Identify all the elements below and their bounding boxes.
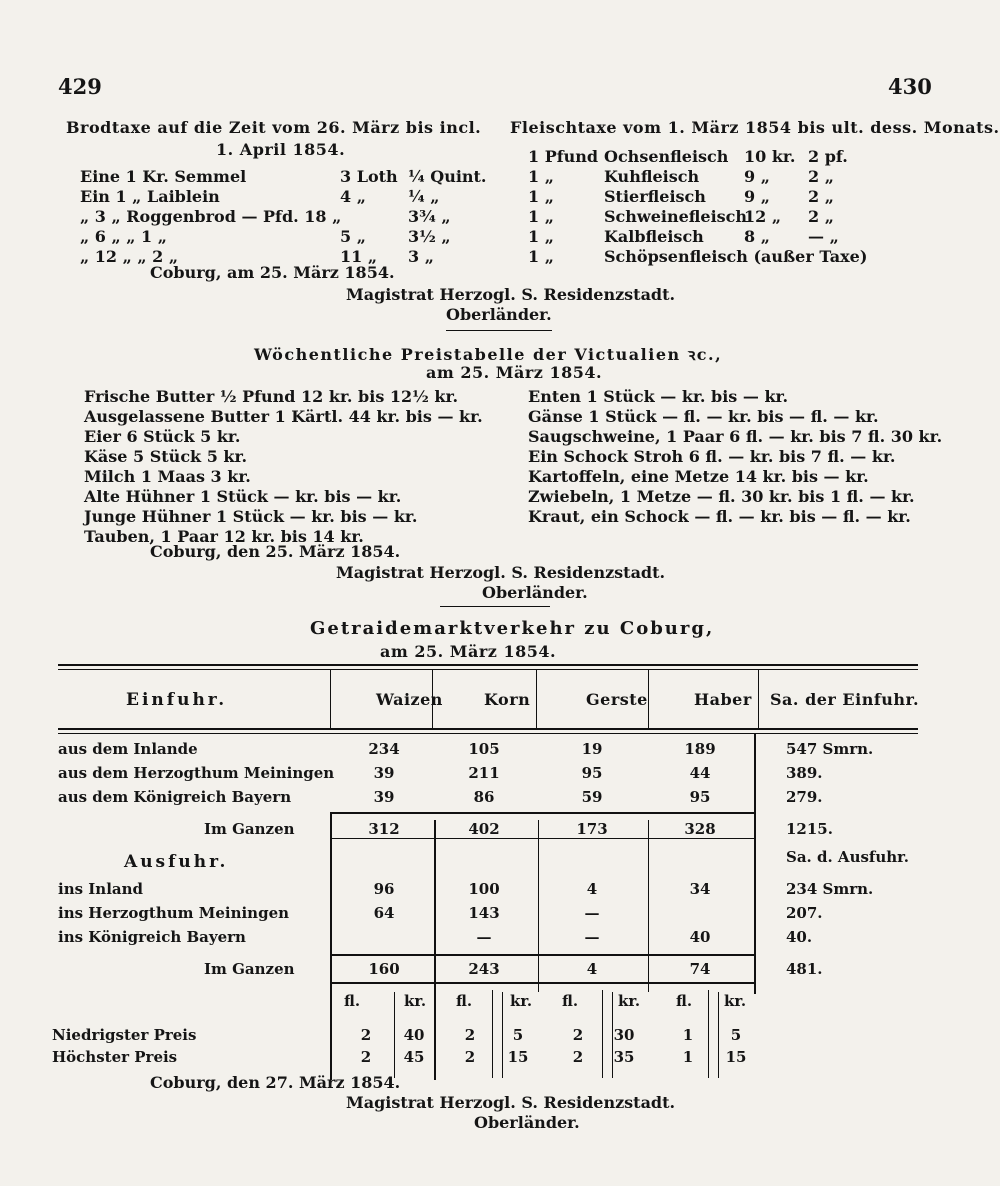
brodtaxe-title-date: 1. April 1854. xyxy=(216,140,346,159)
preistabelle-subtitle: am 25. März 1854. xyxy=(426,363,603,382)
ausfuhr-total-sum: 481. xyxy=(786,960,823,978)
column-divider xyxy=(648,670,649,728)
victual-price-item: Kartoffeln, eine Metze 14 kr. bis — kr. xyxy=(528,467,869,486)
fleisch-kreuzer: 10 kr. xyxy=(744,147,796,166)
victual-price-item: Eier 6 Stück 5 kr. xyxy=(84,427,241,446)
brodtaxe-weight: 3 Loth xyxy=(340,167,398,186)
brodtaxe-fraction: ¼ Quint. xyxy=(408,167,487,186)
subtotal-rule xyxy=(330,954,756,956)
einfuhr-row-value: 211 xyxy=(468,764,500,782)
column-divider xyxy=(538,820,539,992)
ausfuhr-row-value: 96 xyxy=(373,880,395,898)
einfuhr-total-value: 402 xyxy=(468,820,500,838)
price-unit-header: fl. xyxy=(456,992,473,1010)
ausfuhr-row-value: — xyxy=(476,928,492,946)
preistabelle-signer: Oberländer. xyxy=(482,583,588,602)
column-divider xyxy=(718,992,719,1078)
ausfuhr-row-value: 143 xyxy=(468,904,500,922)
price-unit-header: kr. xyxy=(404,992,427,1010)
fleisch-quantity: 1 „ xyxy=(528,167,554,186)
table-top-rule xyxy=(58,664,918,666)
fleischtaxe-title: Fleischtaxe vom 1. März 1854 bis ult. dess. Monats. xyxy=(510,118,1000,137)
price-unit-header: fl. xyxy=(562,992,579,1010)
fleisch-name: Schweinefleisch xyxy=(604,207,748,226)
brodtaxe-authority: Magistrat Herzogl. S. Residenzstadt. xyxy=(346,285,676,304)
price-unit-header: kr. xyxy=(618,992,641,1010)
page-number-right: 430 xyxy=(888,74,932,99)
fleisch-quantity: 1 „ xyxy=(528,227,554,246)
ausfuhr-total-value: 243 xyxy=(468,960,500,978)
fleisch-name: Stierfleisch xyxy=(604,187,706,206)
einfuhr-row-sum: 547 Smrn. xyxy=(786,740,874,758)
price-row-label: Niedrigster Preis xyxy=(52,1026,197,1044)
fleisch-name: Ochsenfleisch xyxy=(604,147,729,166)
price-value: 1 xyxy=(682,1048,694,1066)
ausfuhr-row-label: ins Herzogthum Meiningen xyxy=(58,904,290,922)
einfuhr-row-value: 86 xyxy=(473,788,495,806)
fleisch-name: Kuhfleisch xyxy=(604,167,700,186)
ausfuhr-row-value: 4 xyxy=(586,880,598,898)
price-row-label: Höchster Preis xyxy=(52,1048,178,1066)
victual-price-item: Milch 1 Maas 3 kr. xyxy=(84,467,251,486)
victual-price-item: Zwiebeln, 1 Metze — fl. 30 kr. bis 1 fl. — kr. xyxy=(528,487,915,506)
ausfuhr-row-value: 34 xyxy=(689,880,711,898)
getraide-title: Getraidemarktverkehr zu Coburg, xyxy=(310,618,715,639)
divider xyxy=(446,330,552,331)
einfuhr-total-label: Im Ganzen xyxy=(204,820,295,838)
subtotal-rule xyxy=(330,838,756,839)
column-divider xyxy=(602,990,603,1078)
column-header: Korn xyxy=(484,690,531,709)
price-unit-header: kr. xyxy=(510,992,533,1010)
victual-price-item: Frische Butter ½ Pfund 12 kr. bis 12½ kr. xyxy=(84,387,459,406)
victual-price-item: Saugschweine, 1 Paar 6 fl. — kr. bis 7 fl. 30 kr. xyxy=(528,427,943,446)
fleisch-pfennig: 2 „ xyxy=(808,207,834,226)
getraide-signer: Oberländer. xyxy=(474,1113,580,1132)
fleisch-kreuzer: 8 „ xyxy=(744,227,770,246)
price-value: 2 xyxy=(464,1048,476,1066)
table-top-rule xyxy=(58,669,918,670)
fleisch-name: Kalbfleisch xyxy=(604,227,704,246)
column-divider xyxy=(708,990,709,1078)
victual-price-item: Gänse 1 Stück — fl. — kr. bis — fl. — kr. xyxy=(528,407,879,426)
fleisch-pfennig: — „ xyxy=(808,227,839,246)
ausfuhr-row-sum: 40. xyxy=(786,928,813,946)
column-divider xyxy=(330,812,332,1080)
fleisch-pfennig: 2 „ xyxy=(808,167,834,186)
brodtaxe-place-date: Coburg, am 25. März 1854. xyxy=(150,263,395,282)
fleisch-quantity: 1 Pfund xyxy=(528,147,599,166)
einfuhr-total-value: 328 xyxy=(684,820,716,838)
price-value: 30 xyxy=(613,1026,635,1044)
column-header: Waizen xyxy=(376,690,443,709)
ausfuhr-total-value: 74 xyxy=(689,960,711,978)
einfuhr-row-sum: 279. xyxy=(786,788,823,806)
fleisch-pfennig: 2 pf. xyxy=(808,147,848,166)
fleisch-quantity: 1 „ xyxy=(528,207,554,226)
victual-price-item: Junge Hühner 1 Stück — kr. bis — kr. xyxy=(84,507,418,526)
price-value: 35 xyxy=(613,1048,635,1066)
ausfuhr-sum-header: Sa. d. Ausfuhr. xyxy=(786,848,909,866)
column-divider xyxy=(434,820,436,1080)
einfuhr-row-value: 39 xyxy=(373,788,395,806)
ausfuhr-row-label: ins Königreich Bayern xyxy=(58,928,246,946)
table-header-rule xyxy=(58,733,918,734)
getraide-authority: Magistrat Herzogl. S. Residenzstadt. xyxy=(346,1093,676,1112)
einfuhr-row-value: 19 xyxy=(581,740,603,758)
brodtaxe-item: „ 6 „ „ 1 „ xyxy=(80,227,167,246)
column-divider xyxy=(394,992,395,1078)
fleisch-name: Schöpsenfleisch (außer Taxe) xyxy=(604,247,868,266)
einfuhr-row-label: aus dem Herzogthum Meiningen xyxy=(58,764,335,782)
price-unit-header: kr. xyxy=(724,992,747,1010)
preistabelle-place-date: Coburg, den 25. März 1854. xyxy=(150,542,401,561)
fleisch-pfennig: 2 „ xyxy=(808,187,834,206)
column-divider xyxy=(758,670,759,728)
column-header: Gerste xyxy=(586,690,648,709)
divider xyxy=(440,606,550,607)
einfuhr-total-value: 312 xyxy=(368,820,400,838)
ausfuhr-label: Ausfuhr. xyxy=(124,852,229,872)
fleisch-kreuzer: 12 „ xyxy=(744,207,782,226)
table-header-rule xyxy=(58,728,918,730)
brodtaxe-fraction: ¼ „ xyxy=(408,187,440,206)
brodtaxe-title: Brodtaxe auf die Zeit vom 26. März bis incl. xyxy=(66,118,482,137)
column-divider xyxy=(648,820,649,992)
einfuhr-row-value: 95 xyxy=(689,788,711,806)
victual-price-item: Kraut, ein Schock — fl. — kr. bis — fl. — kr. xyxy=(528,507,911,526)
victual-price-item: Käse 5 Stück 5 kr. xyxy=(84,447,248,466)
brodtaxe-item: Ein 1 „ Laiblein xyxy=(80,187,220,206)
fleisch-quantity: 1 „ xyxy=(528,187,554,206)
price-unit-header: fl. xyxy=(676,992,693,1010)
subtotal-rule xyxy=(330,982,756,984)
ausfuhr-row-value: — xyxy=(584,904,600,922)
einfuhr-row-value: 44 xyxy=(689,764,711,782)
price-value: 2 xyxy=(572,1026,584,1044)
victual-price-item: Tauben, 1 Paar 12 kr. bis 14 kr. xyxy=(84,527,364,546)
ausfuhr-row-sum: 207. xyxy=(786,904,823,922)
brodtaxe-item: „ 12 „ „ 2 „ xyxy=(80,247,179,266)
victual-price-item: Enten 1 Stück — kr. bis — kr. xyxy=(528,387,789,406)
getraide-subtitle: am 25. März 1854. xyxy=(380,642,557,661)
brodtaxe-item: Eine 1 Kr. Semmel xyxy=(80,167,247,186)
ausfuhr-row-value: 100 xyxy=(468,880,500,898)
fleisch-kreuzer: 9 „ xyxy=(744,187,770,206)
price-value: 2 xyxy=(464,1026,476,1044)
ausfuhr-row-value: — xyxy=(584,928,600,946)
column-divider xyxy=(502,992,503,1078)
column-divider xyxy=(492,990,493,1078)
fleisch-kreuzer: 9 „ xyxy=(744,167,770,186)
price-value: 15 xyxy=(725,1048,747,1066)
price-value: 5 xyxy=(512,1026,524,1044)
ausfuhr-row-value: 64 xyxy=(373,904,395,922)
price-value: 2 xyxy=(360,1026,372,1044)
column-header: Haber xyxy=(694,690,752,709)
einfuhr-row-value: 39 xyxy=(373,764,395,782)
einfuhr-row-sum: 389. xyxy=(786,764,823,782)
fleisch-quantity: 1 „ xyxy=(528,247,554,266)
ausfuhr-row-value: 40 xyxy=(689,928,711,946)
getraide-place-date: Coburg, den 27. März 1854. xyxy=(150,1073,401,1092)
brodtaxe-weight: 11 „ xyxy=(340,247,378,266)
price-value: 40 xyxy=(403,1026,425,1044)
victual-price-item: Ausgelassene Butter 1 Kärtl. 44 kr. bis — kr. xyxy=(84,407,483,426)
ausfuhr-total-value: 4 xyxy=(586,960,598,978)
brodtaxe-fraction: 3½ „ xyxy=(408,227,451,246)
page-number-left: 429 xyxy=(58,74,102,99)
brodtaxe-signer: Oberländer. xyxy=(446,305,552,324)
preistabelle-title: Wöchentliche Preistabelle der Victualien ꝛc., xyxy=(254,345,723,364)
price-value: 5 xyxy=(730,1026,742,1044)
preistabelle-authority: Magistrat Herzogl. S. Residenzstadt. xyxy=(336,563,666,582)
price-value: 1 xyxy=(682,1026,694,1044)
ausfuhr-row-sum: 234 Smrn. xyxy=(786,880,874,898)
brodtaxe-weight: 4 „ xyxy=(340,187,366,206)
einfuhr-row-value: 189 xyxy=(684,740,716,758)
einfuhr-row-value: 105 xyxy=(468,740,500,758)
column-divider xyxy=(536,670,537,728)
ausfuhr-total-label: Im Ganzen xyxy=(204,960,295,978)
column-divider xyxy=(330,670,331,728)
brodtaxe-weight: 5 „ xyxy=(340,227,366,246)
einfuhr-row-value: 234 xyxy=(368,740,400,758)
subtotal-rule xyxy=(330,812,756,814)
einfuhr-total-sum: 1215. xyxy=(786,820,833,838)
victual-price-item: Alte Hühner 1 Stück — kr. bis — kr. xyxy=(84,487,402,506)
price-value: 15 xyxy=(507,1048,529,1066)
brodtaxe-fraction: 3 „ xyxy=(408,247,434,266)
brodtaxe-fraction: 3¾ „ xyxy=(408,207,451,226)
price-value: 2 xyxy=(572,1048,584,1066)
einfuhr-row-label: aus dem Inlande xyxy=(58,740,198,758)
column-header: Sa. der Einfuhr. xyxy=(770,690,920,709)
einfuhr-total-value: 173 xyxy=(576,820,608,838)
einfuhr-row-label: aus dem Königreich Bayern xyxy=(58,788,292,806)
price-unit-header: fl. xyxy=(344,992,361,1010)
price-value: 45 xyxy=(403,1048,425,1066)
brodtaxe-item: „ 3 „ Roggenbrod — Pfd. 18 „ xyxy=(80,207,342,226)
einfuhr-row-value: 59 xyxy=(581,788,603,806)
einfuhr-row-value: 95 xyxy=(581,764,603,782)
ausfuhr-total-value: 160 xyxy=(368,960,400,978)
column-header-einfuhr: Einfuhr. xyxy=(126,690,228,710)
price-value: 2 xyxy=(360,1048,372,1066)
ausfuhr-row-label: ins Inland xyxy=(58,880,144,898)
victual-price-item: Ein Schock Stroh 6 fl. — kr. bis 7 fl. — kr. xyxy=(528,447,896,466)
